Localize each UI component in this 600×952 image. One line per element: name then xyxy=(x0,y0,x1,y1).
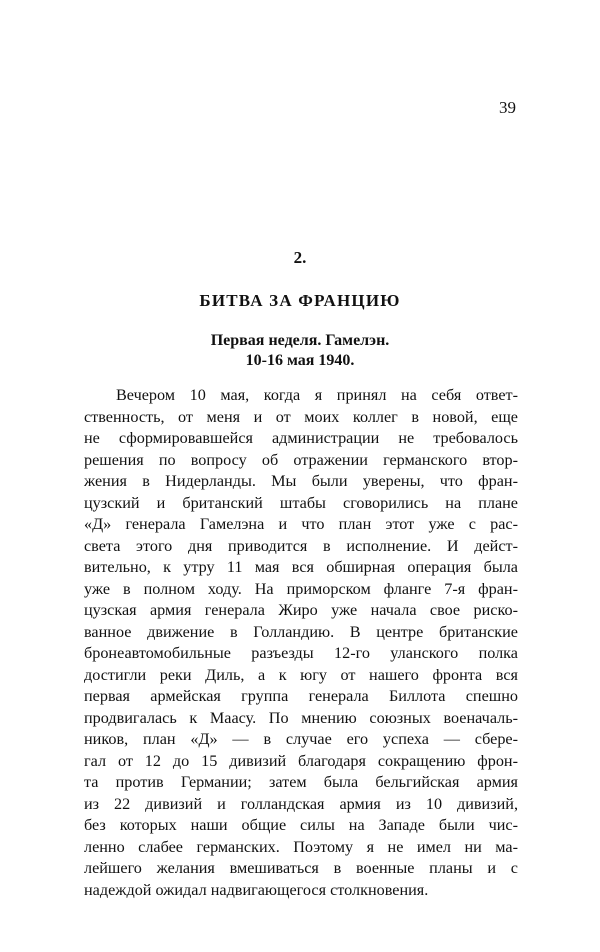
text-line: надеждой ожидал надвигающегося столкновения. xyxy=(84,880,429,899)
text-line: гал от 12 до 15 дивизий благодаря сокращению фрон- xyxy=(84,751,518,770)
subtitle-line-1: Первая неделя. Гамелэн. xyxy=(210,332,390,349)
text-line: решения по вопросу об отражении германского втор- xyxy=(84,450,518,469)
text-line: первая армейская группа генерала Биллота спешно xyxy=(84,687,518,705)
chapter-subtitle xyxy=(0,331,600,371)
text-line: продвигалась к Маасу. По мнению союзных военачаль- xyxy=(84,708,518,727)
text-line: лейшего желания вмешиваться в военные планы и с xyxy=(84,859,518,877)
subtitle-line-2: 10-16 мая 1940. xyxy=(245,352,355,369)
chapter-title: БИТВА ЗА ФРАНЦИЮ xyxy=(199,291,401,310)
body-paragraph xyxy=(84,385,518,901)
text-line: цузский и британский штабы сговорились на плане xyxy=(84,493,518,512)
text-line: достигли реки Диль, а к югу от нашего фронта вся xyxy=(84,665,518,684)
text-line: бронеавтомобильные разъезды 12-го уланского полка xyxy=(84,644,518,662)
text-line: ственность, от меня и от моих коллег в новой, еще xyxy=(84,407,518,426)
page-number: 39 xyxy=(499,98,516,117)
text-line: та против Германии; затем была бельгийская армия xyxy=(84,773,518,791)
text-line: жения в Нидерланды. Мы были уверены, что фран- xyxy=(84,472,518,490)
chapter-number: 2. xyxy=(293,248,307,267)
text-line: ленно слабее германских. Поэтому я не имел ни ма- xyxy=(84,837,518,856)
text-line: без которых наши общие силы на Западе были чис- xyxy=(84,816,518,834)
text-line: уже в полном ходу. На приморском фланге 7-я фран- xyxy=(84,579,518,598)
text-line: «Д» генерала Гамелэна и что план этот уже с рас- xyxy=(84,515,518,533)
text-line: не сформировавшейся администрации не требовалось xyxy=(84,429,518,447)
text-line: цузская армия генерала Жиро уже начала свое риско- xyxy=(84,601,518,619)
text-line: из 22 дивизий и голландская армия из 10 дивизий, xyxy=(84,794,518,813)
text-line: ванное движение в Голландию. В центре британские xyxy=(84,622,518,641)
text-line: Вечером 10 мая, когда я принял на себя ответ- xyxy=(116,386,518,404)
text-line: света этого дня приводится в исполнение. И дейст- xyxy=(84,536,518,555)
text-line: ников, план «Д» — в случае его успеха — сбере- xyxy=(84,730,518,748)
text-line: вительно, к утру 11 мая вся обширная операция была xyxy=(84,558,518,576)
